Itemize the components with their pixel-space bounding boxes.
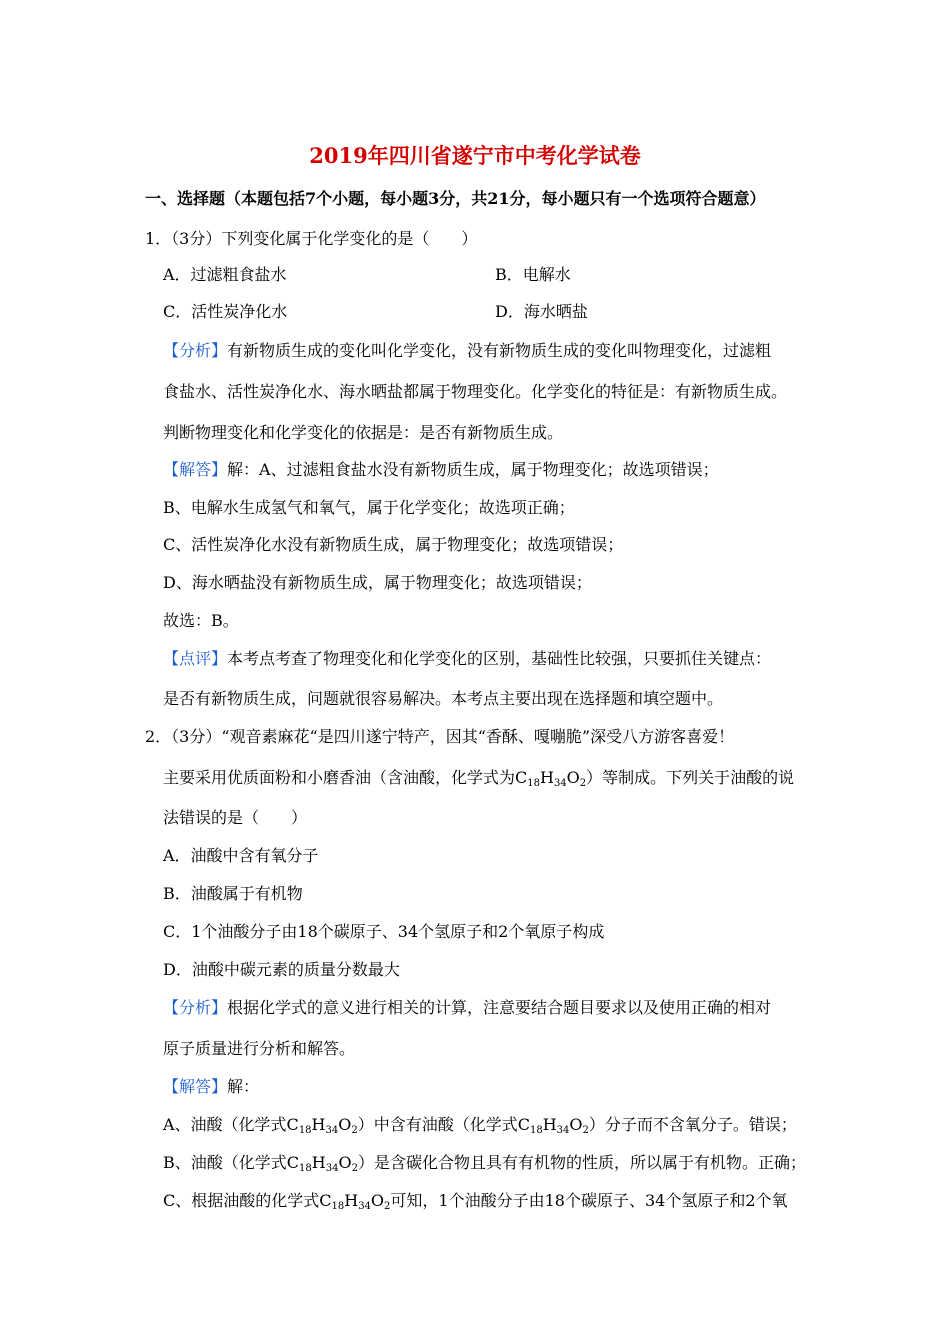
q2-stem-line-3: 法错误的是（ ） — [163, 808, 308, 827]
page-title: 2019年四川省遂宁市中考化学试卷 — [309, 143, 641, 168]
q2-answer-line-0: 【解答】解： — [163, 1077, 260, 1096]
q2-analysis-line-1: 【分析】根据化学式的意义进行相关的计算，注意要结合题目要求以及使用正确的相对 — [163, 998, 772, 1017]
q1-analysis-line-2: 食盐水、活性炭净化水、海水晒盐都属于物理变化。化学变化的特征是：有新物质生成。 — [163, 382, 788, 401]
q1-option-b: B．电解水 — [495, 265, 571, 284]
analysis-tag: 【分析】 — [163, 998, 228, 1017]
q1-answer-line-1: 【解答】解：A、过滤粗食盐水没有新物质生成，属于物理变化；故选项错误； — [163, 460, 719, 479]
q2-analysis-line-2: 原子质量进行分析和解答。 — [163, 1039, 356, 1058]
q2-option-b: B．油酸属于有机物 — [163, 884, 303, 903]
q1-option-c: C．活性炭净化水 — [163, 302, 288, 321]
q2-answer-line-1: A、油酸（化学式$C_{18}H_{34}O_2$）中含有油酸（化学式$C_{18}H_{34}O_2$）分子而不含氧分子。错误； — [163, 1115, 797, 1136]
q2-option-d: D．油酸中碳元素的质量分数最大 — [163, 960, 400, 979]
q2-stem-line-2: 主要采用优质面粉和小磨香油（含油酸，化学式为$C_{18}H_{34}O_2$）等制成。下列关于油酸的说 — [163, 768, 795, 789]
q2-answer-line-2: B、油酸（化学式$C_{18}H_{34}O_2$）是含碳化合物且具有有机物的性质，所以属于有机物。正确； — [163, 1153, 806, 1174]
analysis-tag: 【分析】 — [163, 341, 228, 360]
q1-stem: 1．（3分）下列变化属于化学变化的是（ ） — [145, 229, 478, 248]
q1-analysis-line-1: 【分析】有新物质生成的变化叫化学变化，没有新物质生成的变化叫物理变化，过滤粗 — [163, 341, 772, 360]
answer-tag: 【解答】 — [163, 460, 228, 479]
q1-option-d: D．海水晒盐 — [495, 302, 588, 321]
q1-answer-line-2: B、电解水生成氢气和氧气，属于化学变化；故选项正确； — [163, 498, 575, 517]
q2-stem-line-1: 2．（3分）“观音素麻花“是四川遂宁特产，因其“香酥、嘎嘣脆”深受八方游客喜爱！ — [145, 727, 735, 746]
q1-comment-line-2: 是否有新物质生成，问题就很容易解决。本考点主要出现在选择题和填空题中。 — [163, 689, 724, 708]
section-heading: 一、选择题（本题包括7个小题，每小题3分，共21分，每小题只有一个选项符合题意） — [145, 189, 766, 208]
q2-option-a: A．油酸中含有氧分子 — [163, 846, 319, 865]
answer-tag: 【解答】 — [163, 1077, 228, 1096]
q1-answer-line-5: 故选：B。 — [163, 611, 239, 630]
q1-answer-line-3: C、活性炭净化水没有新物质生成，属于物理变化；故选项错误； — [163, 535, 624, 554]
comment-tag: 【点评】 — [163, 649, 228, 668]
q2-option-c: C．1个油酸分子由18个碳原子、34个氢原子和2个氧原子构成 — [163, 922, 605, 941]
q1-comment-line-1: 【点评】本考点考查了物理变化和化学变化的区别，基础性比较强，只要抓住关键点： — [163, 649, 772, 668]
q1-analysis-line-3: 判断物理变化和化学变化的依据是：是否有新物质生成。 — [163, 423, 564, 442]
q1-answer-line-4: D、海水晒盐没有新物质生成，属于物理变化；故选项错误； — [163, 573, 592, 592]
q2-answer-line-3: C、根据油酸的化学式$C_{18}H_{34}O_2$可知，1个油酸分子由18个碳原子、34个氢原子和2个氧 — [163, 1191, 788, 1212]
q1-option-a: A．过滤粗食盐水 — [163, 265, 287, 284]
